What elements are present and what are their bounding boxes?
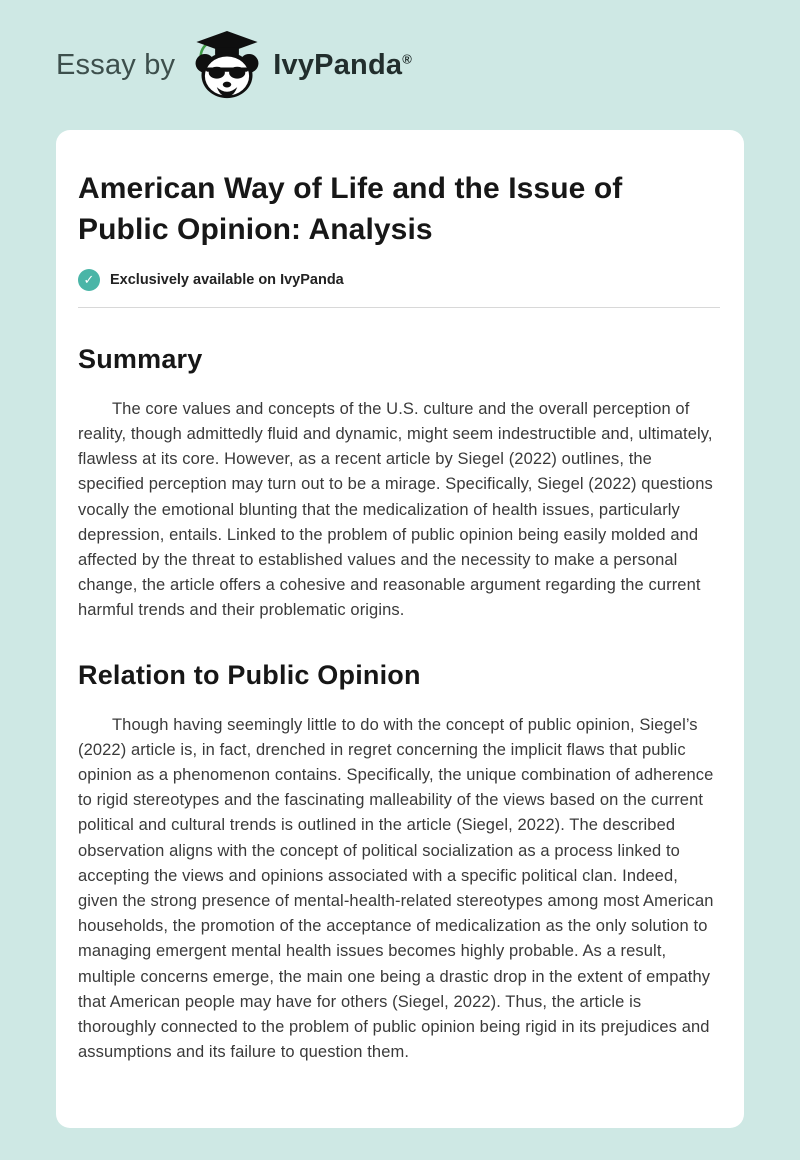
availability-row xyxy=(78,269,720,291)
section-relation-to-public-opinion xyxy=(78,660,720,1066)
section-paragraph: Though having seemingly little to do with the concept of public opinion, Siegel’s (2022) article is, in fact, drenched in regret concerning the implicit flaws that public opinion as a phenomenon contains. Specifically, the unique combination of adherence to rigid stereotypes and the fascinating malleability of the views based on the current political and cultural trends is outlined in the article (Siegel, 2022). The described observation aligns with the concept of political socialization as a process linked to accepting the views and opinions associated with a specific political clan. Indeed, given the strong presence of mental-health-related stereotypes among most American households, the promotion of the acceptance of medicalization as the only solution to managing emergent mental health issues becomes highly probable. As a result, multiple concerns emerge, the main one being a drastic drop in the extent of empathy that American people may have for others (Siegel, 2022). Thus, the article is thoroughly connected to the problem of public opinion being rigid in its prejudices and assumptions and its failure to question them. xyxy=(78,715,714,1062)
essay-card xyxy=(56,130,744,1128)
site-header xyxy=(0,0,800,90)
section-summary xyxy=(78,344,720,624)
check-circle-icon: ✓ xyxy=(78,269,100,291)
section-heading: Relation to Public Opinion xyxy=(78,659,421,690)
availability-label: Exclusively available on IvyPanda xyxy=(110,271,344,288)
registered-mark: ® xyxy=(402,50,412,66)
section-paragraph: The core values and concepts of the U.S. culture and the overall perception of reality, though admittedly fluid and dynamic, might seem indestructible and, ultimately, flawless at its core. However, as a recent article by Siegel (2022) outlines, the specified perception may turn out to be a mirage. Specifically, Siegel (2022) questions vocally the emotional blunting that the medicalization of health issues, particularly depression, entails. Linked to the problem of public opinion being easily molded and affected by the threat to established values and the necessity to make a personal change, the article offers a cohesive and reasonable argument regarding the current harmful trends and their problematic origins. xyxy=(78,399,713,620)
divider xyxy=(78,307,720,308)
section-heading: Summary xyxy=(78,343,203,374)
essay-by-label: Essay by xyxy=(56,48,176,81)
brand-name: IvyPanda® xyxy=(273,48,412,81)
page-title: American Way of Life and the Issue of Public Opinion: Analysis xyxy=(78,172,623,247)
panda-graduate-icon xyxy=(191,31,263,99)
brand-logo xyxy=(191,31,412,99)
